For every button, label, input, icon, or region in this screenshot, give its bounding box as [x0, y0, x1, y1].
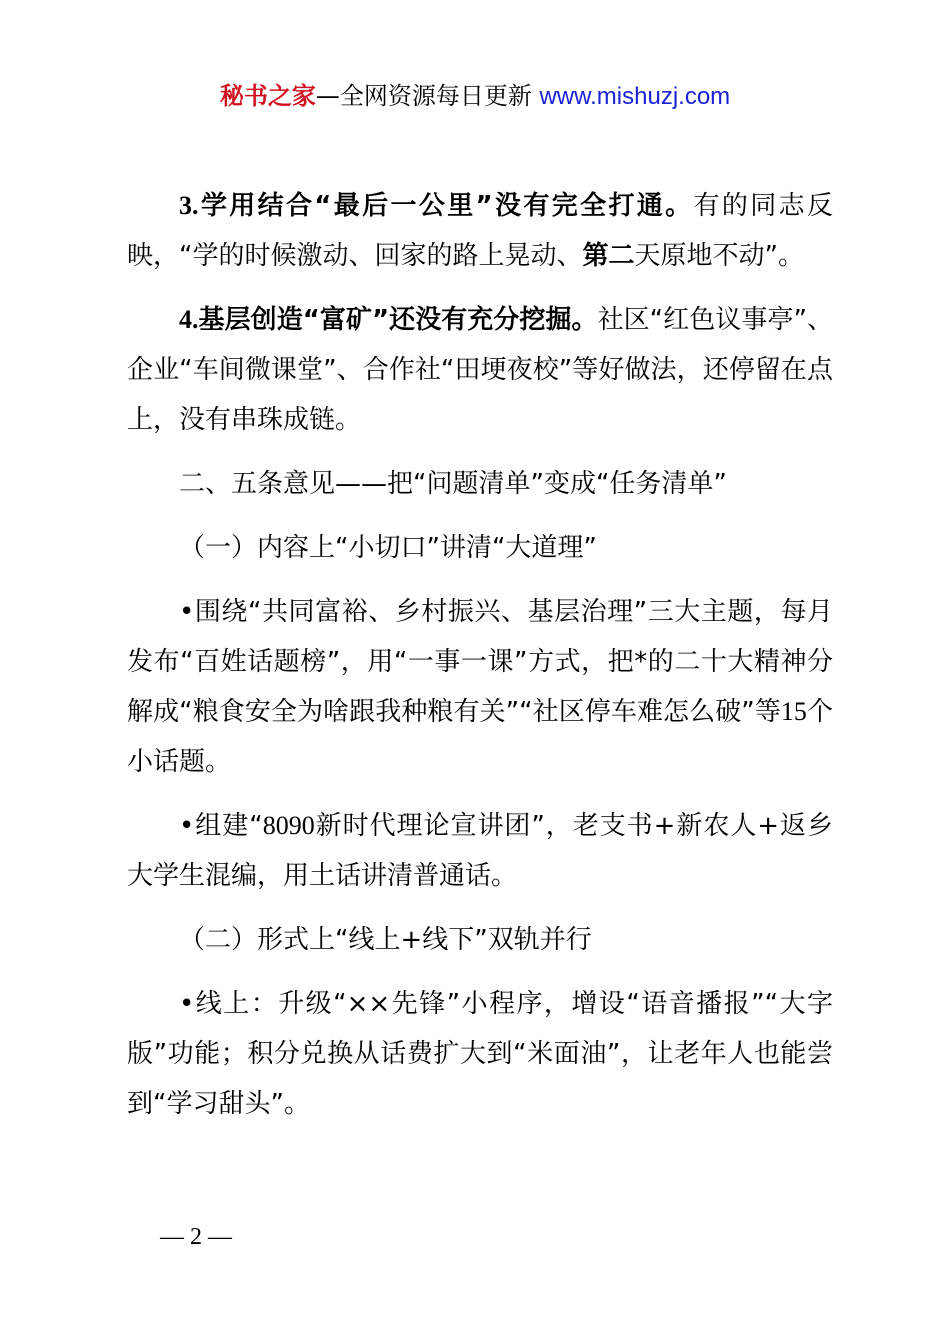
point-4-body: 社区“红色议事亭”、企业“车间微课堂”、合作社“田埂夜校”等好做法，还停留在点上，没有串珠成链。 — [127, 305, 833, 435]
bullet-2 — [127, 801, 833, 901]
point-3-body-bold: 第二 — [582, 241, 635, 271]
site-brand: 秘书之家 — [219, 82, 316, 110]
page-header — [0, 80, 950, 113]
bullet-2-number: 8090 — [262, 811, 315, 840]
paragraph-point-3 — [127, 181, 833, 281]
paragraph-point-4 — [127, 295, 833, 445]
bullet-1-text-b: 个小话题。 — [127, 697, 833, 777]
point-4-number: 4. — [179, 305, 199, 334]
subsection-2-title: （二）形式上“线上+线下”双轨并行 — [179, 925, 592, 955]
bullet-2-text-b: 新时代理论宣讲团”，老支书+新农人+返乡大学生混编，用土话讲清普通话。 — [127, 811, 833, 891]
subsection-1-title: （一）内容上“小切口”讲清“大道理” — [179, 533, 597, 563]
document-body — [127, 181, 833, 1143]
site-tagline: —全网资源每日更新 — [315, 82, 540, 110]
point-3-number: 3. — [179, 191, 199, 220]
bullet-1 — [127, 587, 833, 787]
bullet-1-text-a: •围绕“共同富裕、乡村振兴、基层治理”三大主题，每月发布“百姓话题榜”，用“一事一课”方式，把*的二十大精神分解成“粮食安全为啥跟我种粮有关”“社区停车难怎么破”等 — [127, 597, 833, 727]
section-2-title: 二、五条意见——把“问题清单”变成“任务清单” — [179, 469, 727, 499]
bullet-2-text-a: •组建“ — [179, 811, 263, 841]
bullet-1-number: 15 — [780, 697, 807, 726]
point-3-body-b: 天原地不动”。 — [634, 241, 804, 271]
page-number: — 2 — — [160, 1224, 232, 1250]
point-3-heading: 学用结合“最后一公里”没有完全打通。 — [198, 191, 694, 221]
point-4-heading: 基层创造“富矿”还没有充分挖掘。 — [198, 305, 598, 335]
site-url-link[interactable]: www.mishuzj.com — [539, 83, 731, 110]
bullet-3: •线上：升级“××先锋”小程序，增设“语音播报”“大字版”功能；积分兑换从话费扩大到“米面油”，让老年人也能尝到“学习甜头”。 — [127, 989, 833, 1119]
point-3-body-a: 有的同志反映，“学的时候激动、回家的路上晃动、 — [127, 191, 833, 271]
